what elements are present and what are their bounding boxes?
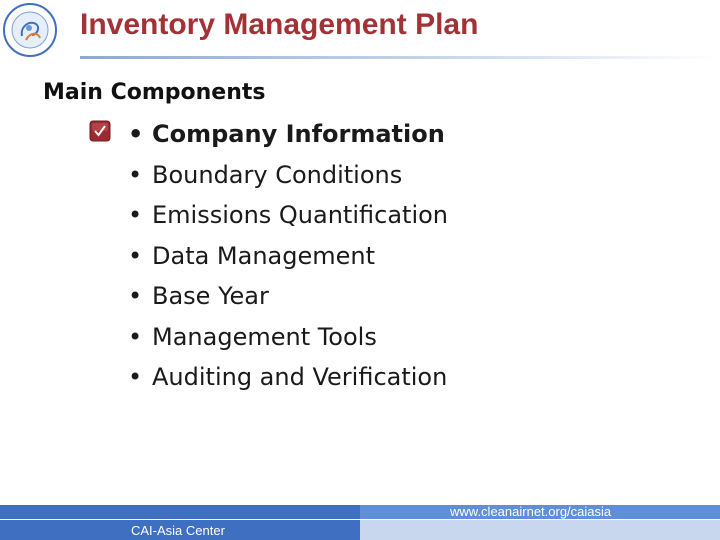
list-item bbox=[128, 197, 448, 238]
list-item bbox=[128, 278, 448, 319]
footer-url: www.cleanairnet.org/caiasia bbox=[450, 504, 612, 519]
list-item-label: Company Information bbox=[152, 120, 445, 148]
list-item bbox=[128, 359, 448, 400]
bullet-icon: • bbox=[128, 120, 144, 148]
list-item bbox=[128, 157, 448, 198]
list-item bbox=[128, 319, 448, 360]
bullet-icon: • bbox=[128, 160, 143, 189]
bullet-icon: • bbox=[128, 363, 143, 391]
list-item bbox=[128, 238, 448, 279]
components-list bbox=[128, 116, 448, 400]
footer-band-top-left bbox=[0, 505, 360, 519]
checkbox-checked-icon bbox=[89, 120, 111, 142]
bullet-icon: • bbox=[128, 282, 143, 310]
list-item-label: Base Year bbox=[152, 282, 269, 310]
section-heading: Main Components bbox=[43, 80, 266, 105]
bullet-icon: • bbox=[128, 201, 143, 229]
clean-air-initiative-logo bbox=[2, 2, 58, 58]
title-underline bbox=[80, 56, 720, 59]
page-title: Inventory Management Plan bbox=[80, 8, 479, 41]
list-item bbox=[128, 116, 448, 157]
footer-organization: CAI-Asia Center bbox=[131, 523, 225, 538]
bullet-icon: • bbox=[128, 241, 143, 270]
list-item-label: Emissions Quantification bbox=[152, 201, 449, 229]
list-item-label: Auditing and Verification bbox=[152, 363, 448, 391]
list-item-label: Management Tools bbox=[152, 322, 377, 351]
footer-band-bottom bbox=[0, 520, 720, 540]
bullet-icon: • bbox=[128, 322, 143, 351]
list-item-label: Boundary Conditions bbox=[152, 160, 403, 189]
footer-band-top bbox=[0, 505, 720, 519]
list-item-label: Data Management bbox=[152, 241, 376, 270]
